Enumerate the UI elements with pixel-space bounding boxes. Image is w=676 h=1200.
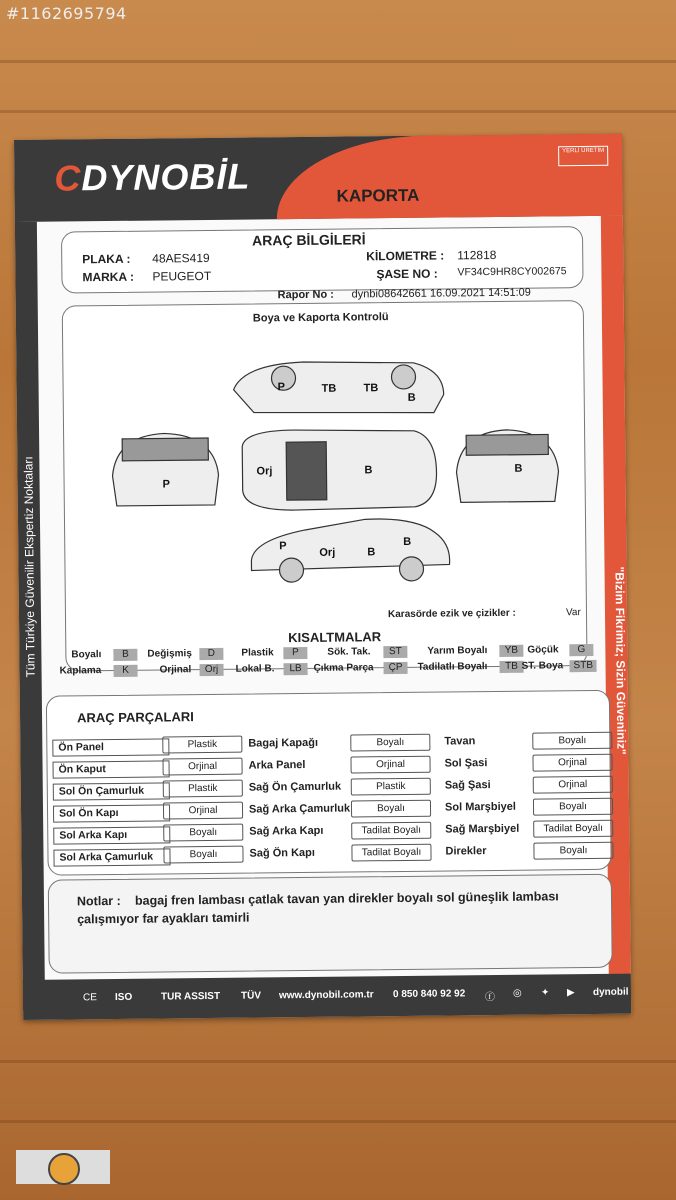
tuv-brand: TÜV — [240, 990, 262, 1002]
top-side-view — [233, 361, 444, 415]
abbr-label: Sök. Tak. — [327, 646, 371, 658]
brand-label: MARKA : — [82, 269, 135, 285]
abbr-label: Çıkma Parça — [313, 662, 374, 674]
notes-label: Notlar : — [76, 893, 121, 909]
abbr-code: B — [113, 649, 137, 661]
inspection-report-sheet — [14, 134, 631, 1020]
rear-view — [456, 429, 559, 502]
part-status: Orjinal — [533, 776, 613, 794]
part-name: Sol Ön Kapı — [53, 804, 170, 822]
mark-top-orj: Orj — [256, 465, 273, 478]
website-link[interactable]: www.dynobil.com.tr — [278, 989, 374, 1002]
abbr-label: Kaplama — [59, 665, 102, 677]
paint-body-inspection-box — [62, 300, 588, 671]
part-name: Sağ Ön Çamurluk — [248, 780, 342, 794]
part-status: Orjinal — [163, 802, 243, 820]
mark-side-b2: B — [403, 535, 412, 548]
dent-label: Karasörde ezik ve çizikler : — [387, 607, 516, 621]
part-status: Boyalı — [163, 824, 243, 842]
mark-top-side-tb1: TB — [321, 382, 337, 395]
mark-side-b1: B — [367, 546, 376, 559]
part-name: Ön Kaput — [53, 760, 170, 778]
abbr-code: YB — [499, 645, 523, 657]
local-production-badge: YERLİ ÜRETİM — [558, 146, 608, 167]
part-name: Sol Ön Çamurluk — [53, 782, 170, 800]
section-title: KAPORTA — [336, 185, 420, 206]
turassist-brand: TUR ASSIST — [160, 990, 221, 1003]
part-name: Sağ Şasi — [444, 779, 491, 792]
part-name: Bagaj Kapağı — [248, 736, 319, 750]
part-name: Arka Panel — [248, 758, 306, 772]
part-name: Sağ Marşbiyel — [445, 822, 520, 836]
brand-value: PEUGEOT — [152, 268, 212, 284]
youtube-icon[interactable]: ▶ — [566, 987, 575, 999]
seal-stamp — [16, 1150, 110, 1184]
km-value: 112818 — [457, 247, 497, 263]
watermark-id: #1162695794 — [6, 4, 127, 23]
mark-top-side-tb2: TB — [363, 382, 379, 395]
part-status: Boyalı — [533, 798, 613, 816]
chassis-label: ŞASE NO : — [376, 266, 438, 282]
seal-icon — [48, 1153, 80, 1185]
abbr-label: Orjinal — [159, 664, 192, 676]
part-status: Tadilat Boyalı — [351, 822, 431, 840]
ce-mark: CE — [82, 992, 97, 1004]
mark-top-side-b: B — [407, 391, 416, 404]
twitter-icon[interactable]: ✦ — [540, 987, 550, 999]
abbr-code: TB — [499, 661, 523, 673]
facebook-icon[interactable]: ⓕ — [484, 992, 496, 1004]
abbr-code: STB — [569, 660, 597, 672]
mark-front-p: P — [162, 478, 171, 491]
vehicle-info-title: ARAÇ BİLGİLERİ — [251, 231, 366, 249]
part-name: Sol Marşbiyel — [444, 800, 516, 814]
part-name: Sağ Arka Çamurluk — [248, 802, 351, 816]
abbr-code: G — [569, 644, 593, 656]
abbr-label: Değişmiş — [147, 648, 192, 660]
abbr-code: D — [199, 648, 223, 660]
part-status: Plastik — [163, 780, 243, 798]
part-status: Boyalı — [533, 842, 613, 860]
abbreviations-title: KISALTMALAR — [288, 629, 382, 646]
plate-value: 48AES419 — [152, 250, 210, 266]
social-handle: dynobil — [592, 986, 629, 998]
part-name: Sol Arka Çamurluk — [53, 848, 170, 866]
dynobil-logo: CDYNOBİL — [54, 155, 251, 199]
part-name: Sağ Ön Kapı — [249, 846, 315, 860]
right-slogan: "Bizim Fikrimiz; Sizin Güveniniz" — [612, 566, 629, 755]
left-slogan: Tüm Türkiye Güvenilir Ekspertiz Noktaları — [21, 456, 38, 678]
part-status: Tadilat Boyalı — [351, 844, 431, 862]
abbr-code: ÇP — [383, 662, 407, 674]
parts-title: ARAÇ PARÇALARI — [76, 709, 194, 726]
abbr-code: ST — [383, 646, 407, 658]
km-label: KİLOMETRE : — [366, 248, 445, 264]
abbr-label: Plastik — [241, 647, 274, 659]
plate-label: PLAKA : — [82, 251, 131, 267]
abbr-label: Yarım Boyalı — [427, 645, 488, 657]
vehicle-info-box — [61, 226, 584, 293]
part-status: Orjinal — [350, 756, 430, 774]
part-name: Direkler — [445, 845, 487, 858]
iso-mark: ISO — [114, 991, 133, 1003]
abbr-code: LB — [283, 663, 307, 675]
mark-top-side-p: P — [277, 381, 286, 394]
abbr-label: ST. Boya — [521, 660, 564, 672]
mark-side-p: P — [279, 540, 287, 553]
phone-number[interactable]: 0 850 840 92 92 — [392, 988, 466, 1001]
part-status: Boyalı — [350, 734, 430, 752]
dent-value: Var — [565, 607, 581, 619]
inspection-title: Boya ve Kaporta Kontrolü — [252, 311, 389, 325]
mark-rear-b: B — [514, 462, 523, 475]
part-status: Boyalı — [163, 846, 243, 864]
mark-top-b: B — [364, 464, 373, 477]
part-name: Sağ Arka Kapı — [249, 824, 324, 838]
instagram-icon[interactable]: ◎ — [512, 987, 522, 999]
part-name: Tavan — [444, 735, 476, 748]
abbr-label: Boyalı — [71, 649, 102, 661]
part-status: Boyalı — [351, 800, 431, 818]
abbr-code: K — [114, 665, 138, 677]
part-status: Tadilat Boyalı — [533, 820, 613, 838]
footer-bar — [23, 974, 631, 1020]
part-status: Boyalı — [532, 732, 612, 750]
part-status: Plastik — [162, 736, 242, 754]
abbr-label: Tadilatlı Boyalı — [417, 661, 488, 673]
part-name: Ön Panel — [52, 738, 169, 756]
front-view — [112, 433, 219, 506]
abbr-code: P — [283, 647, 307, 659]
part-status: Plastik — [351, 778, 431, 796]
chassis-value: VF34C9HR8CY002675 — [457, 265, 567, 279]
mark-side-orj: Orj — [319, 546, 336, 559]
part-status: Orjinal — [162, 758, 242, 776]
part-name: Sol Şasi — [444, 757, 488, 770]
notes-text-line2: çalışmıyor far ayakları tamirli — [77, 910, 250, 927]
part-name: Sol Arka Kapı — [53, 826, 170, 844]
abbr-code: Orj — [199, 664, 223, 676]
notes-box — [48, 874, 613, 974]
abbr-label: Göçük — [527, 644, 559, 656]
abbr-label: Lokal B. — [235, 663, 275, 675]
notes-text: bagaj fren lambası çatlak tavan yan direkler boyalı sol güneşlik lambası — [134, 889, 559, 908]
report-value: dynbi08642661 16.09.2021 14:51:09 — [351, 286, 531, 301]
report-label: Rapor No : — [277, 288, 334, 302]
part-status: Orjinal — [532, 754, 612, 772]
